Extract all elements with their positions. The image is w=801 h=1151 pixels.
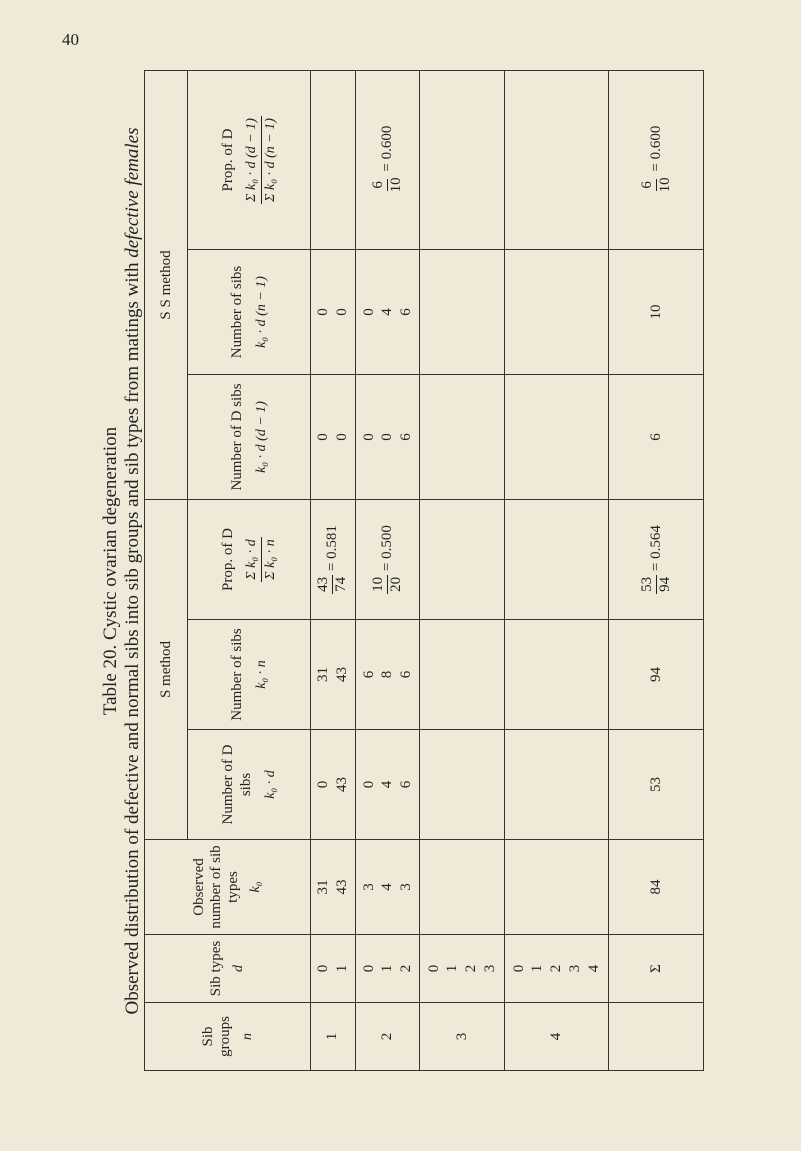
cell-n (609, 1003, 704, 1071)
rotated-table-region (80, 71, 710, 1071)
cell-s-num: 6 8 6 (355, 620, 420, 730)
cell-ss-num-d: 0 0 (311, 374, 356, 499)
header-s-method: S method (145, 499, 188, 839)
cell-s-num-d (504, 730, 608, 840)
caption-line: Observed distribution of defective and normal sibs into sib groups and sib types from matings with defective females (122, 127, 143, 1015)
cell-n: 2 (355, 1003, 420, 1071)
header-ss-method: S S method (145, 70, 188, 499)
cell-k0 (420, 840, 504, 935)
cell-ss-num: 0 0 (311, 249, 356, 374)
header-ss-num-d: Number of D sibs k₀ · d (d − 1) (188, 374, 311, 499)
cell-ss-prop (504, 70, 608, 249)
table-row (311, 70, 356, 1070)
cell-n: 4 (504, 1003, 608, 1071)
cell-s-prop (420, 499, 504, 619)
table-caption (100, 71, 144, 1071)
cell-n: 3 (420, 1003, 504, 1071)
cell-k0 (504, 840, 608, 935)
cell-ss-num (504, 249, 608, 374)
cell-d: 0 1 (311, 935, 356, 1003)
cell-ss-num-d (420, 374, 504, 499)
cell-s-num-d: 0 43 (311, 730, 356, 840)
total-s-num-d: 53 (609, 730, 704, 840)
total-label: Σ (609, 935, 704, 1003)
cell-s-prop (504, 499, 608, 619)
cell-ss-num: 0 4 6 (355, 249, 420, 374)
cell-s-num: 31 43 (311, 620, 356, 730)
total-row (609, 70, 704, 1070)
total-ss-num-d: 6 (609, 374, 704, 499)
cell-ss-prop (420, 70, 504, 249)
header-s-num: Number of sibs k₀ · n (188, 620, 311, 730)
total-k0: 84 (609, 840, 704, 935)
cell-s-prop: 43 74 = 0.581 (311, 499, 356, 619)
cell-ss-num-d: 0 0 6 (355, 374, 420, 499)
cell-d: 0 1 2 (355, 935, 420, 1003)
cell-n: 1 (311, 1003, 356, 1071)
caption-italic: defective females (122, 127, 143, 258)
cell-s-num (420, 620, 504, 730)
table-row (420, 70, 504, 1070)
cell-d: 0 1 2 3 4 (504, 935, 608, 1003)
cell-s-num-d: 0 4 6 (355, 730, 420, 840)
cell-ss-num (420, 249, 504, 374)
total-ss-num: 10 (609, 249, 704, 374)
header-sib-types: Sib types d (145, 935, 311, 1003)
header-ss-num: Number of sibs k₀ · d (n − 1) (188, 249, 311, 374)
header-observed: Observed number of sib types k₀ (145, 840, 311, 935)
page-number: 40 (62, 30, 79, 49)
header-ss-prop: Prop. of D Σ k₀ · d (d − 1) Σ k₀ · d (n − 1) (188, 70, 311, 249)
total-ss-prop: 6 10 = 0.600 (609, 70, 704, 249)
total-s-num: 94 (609, 620, 704, 730)
cell-s-prop: 10 20 = 0.500 (355, 499, 420, 619)
cell-ss-prop (311, 70, 356, 249)
cell-s-num-d (420, 730, 504, 840)
cell-ss-num-d (504, 374, 608, 499)
caption-title: Table 20. Cystic ovarian degeneration (100, 426, 121, 716)
header-sib-groups: Sib groups n (145, 1003, 311, 1071)
table-row (355, 70, 420, 1070)
cell-ss-prop: 6 10 = 0.600 (355, 70, 420, 249)
header-s-num-d: Number of D sibs k₀ · d (188, 730, 311, 840)
header-s-prop: Prop. of D Σ k₀ · d Σ k₀ · n (188, 499, 311, 619)
cell-s-num (504, 620, 608, 730)
cell-k0: 31 43 (311, 840, 356, 935)
cell-k0: 3 4 3 (355, 840, 420, 935)
total-s-prop: 53 94 = 0.564 (609, 499, 704, 619)
table-row (504, 70, 608, 1070)
data-table (144, 70, 704, 1071)
cell-d: 0 1 2 3 (420, 935, 504, 1003)
